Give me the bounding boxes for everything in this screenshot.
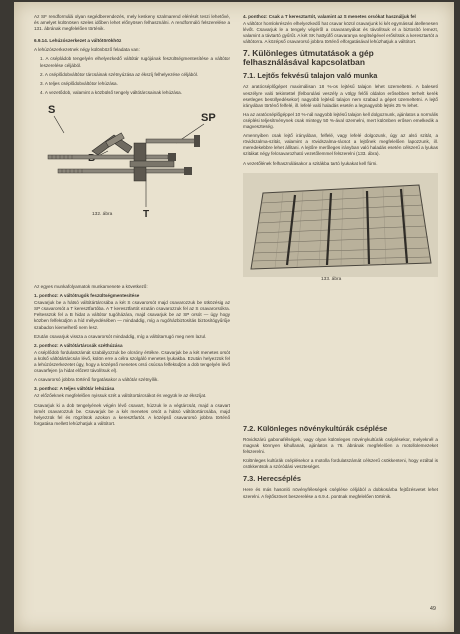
step-1-text-2: Ezután csavarjuk vissza a csavarorsót mindaddig, míg a váltótarrugó meg nem lazul. [34, 333, 207, 339]
slope-paragraph-1: Az aratócséplőgépet maximálisan 18 %-os lejtésű talajon lehet üzemeltetni. A balesetí veszélyre való tekintettel (felborulási veszély a völgy felőli oldalon erősebben terhelt kerék esetleges besüllyedésekor) nagyobb lejtésű talajon nem szabad a gépet üzemeltetni. A lejtő irányában történő felfelé, ill. lefelé való haladás esetén a legnagyobb lejtés 25 % lehet. [243, 84, 438, 108]
right-column-bottom [243, 420, 438, 503]
left-column-bottom [34, 284, 230, 430]
figure-132-caption: 132. ábra [92, 211, 113, 217]
chapter-7-heading: 7. Különleges útmutatások a gép felhasználásával kapcsolatban [243, 48, 374, 68]
left-column-top [34, 14, 230, 221]
intro-paragraph: Az SF rendformálá olyan segédberendezés, mely keskeny szalmarend elérését teszi lehetővé, és amelyet különösen szeles időben lehet előnyösen felhasználni. A rendformáló felszerelése a 131. ábrának megfelelően történik. [34, 14, 230, 32]
list-item: 4. A vezetődob, valamint a közbülső tengely váltótárcsainak lehúzása. [40, 89, 182, 95]
step-3-text: Az előzőeknek megfelelően nyissuk szét a váltótortárcsákot és vegyük le az ékszíjat. [34, 393, 207, 399]
clover-paragraph: Here és más hasonló növényféleségek cséplése céljából a dobkosárba fejtőzésvetet lehet szerelni. A fejtőszövet beszerelése a 6.9.4. pontnak megfelelően történik. [243, 487, 438, 499]
list-item: 3. A teljes cséplődobváltótor lehúzása. [40, 80, 118, 86]
step-2-text-2: A csavarorsó jobbra történő forgatásakor a váltótár szétnyílik. [34, 377, 159, 383]
figure-133 [243, 173, 438, 283]
section-7-2-heading: 7.2. Különleges növénykultúrák cséplése [243, 424, 388, 433]
section-7-3-heading: 7.3. Herecséplés [243, 474, 301, 484]
label-sp: SP [201, 111, 216, 124]
process-intro: Az egyes munkafolyamatok munkamenete a következő: [34, 284, 148, 289]
step-1-text: Csavarjuk be a hátsó váltótártárcsába a két S csavarorsót majd csavarozzuk be ütközésig az SP csavarorsót a T keresztfartóba. A T keresztfartót ezután csavarozzuk fel az S csavarorsókra. Feltesszük fel a B hidat a váltótor tugóházára, majd csavarjuk be az SP orsót — úgy hogy közben felfeküdjön a híd mélyedésében — mindaddig, míg a rugóházbiztosítás biztosítógyűrűje szabadon kiemelhető nem lesz. [34, 300, 230, 330]
label-t: T [143, 208, 150, 220]
special-crops-paragraph-2: Különleges kultúrák cséplésekor a motolla fordulatszámát célszerű csökkenteni, hogy ezáltal is csökkentsük a szóródási veszteséget. [243, 458, 438, 470]
page-number: 49 [429, 606, 436, 612]
step-4-heading: 4. ponthoz: Csak a T keresztartót, valamint az S menetes orsókat használjuk fel [243, 14, 416, 19]
section-intro: A lehúzószerkezetnek négy különböző feladata van: [34, 47, 140, 53]
section-heading-6-9-14: 6.9.14. Lehúzószerkezet a váltótörökhöz [34, 38, 122, 44]
slope-paragraph-2: Ha az aratócséplőgéppel 10 %-nál nagyobb lejtésű talajon kell dolgoznunk, ajánlatos a normális cséplési teljesítménynek csak mintegy 50 %-ával üzemelni, mert különben erősen emelkedik a magveszteség. [243, 111, 438, 130]
step-2-text: A cséplődob fordulatszámát szabályozzuk be olcsóny értékre. Csavarjuk be a két menetes orsót a külső váltótártárcsán lévő, külön erre a célra szolgáló menetes lyukakba. Ezután helyezzük fel a lehúzószerkezetet úgy, hogy a középső menetes orsó csúcsa felfeküdjön a dob tengelyén lévő csavarfejen (a hidat előzetr távolítsuk el). [34, 349, 230, 374]
special-crops-paragraph-1: Rövidszárú gabonafélségek, vagy olyan különleges növénykultúrák cséplésekor, melyeknél a magvak könnyen kihullanak, ajánlatos a 76. ábrának megfelelően a motollolemezeket felszerelni. [243, 437, 438, 455]
puller-diagram [34, 99, 230, 221]
sieve-photo [243, 173, 438, 277]
step-1-heading: 1. ponthoz: A váltótrugók feszültségmentesítése [34, 293, 140, 299]
list-item: 1. A csépládob tengelyén elhelyezkedő váltótár rugójának feszültségmentesítése a váltótor leszerelése céljából. [40, 56, 230, 68]
slope-paragraph-4: A vezetőlének felhasználásakor a szitákba tartó lyukakat kell fúrni. [243, 160, 378, 166]
step-3-heading: 3. ponthoz: A teljes váltótár lehúzása [34, 386, 115, 392]
step-3-text-2: Csavarjuk ki a dob tengelyének végén lévő csavart, húzzuk le a végtárcsát, majd a csavart ismét csavarozzuk be. Csavarjuk be a két menetes orsót a hátsó váltótortárcsába, majd helyezzük fel és rögzítsük azokon a keresztfartót. A középső csavarorsó jobbra történő forgatása mellett lehúzhatjuk a váltótort. [34, 402, 230, 426]
slope-paragraph-3: Amennyiben csak lejtő irányában, felfelé, vagy lefelé dolgozunk, úgy az alsó szitát, a rövidszalma-szitát, valamint a rövidszalma-rácsot a lejtőnek megfelelően lapozzunk, ill. meredekebbre lehet állítani. A lejtőre merőleges irányban való haladás esetén célszerű a lyukas szitákat négy felcsavarozható vezetőlemmel felszerelni (133. ábra). [243, 133, 438, 157]
book-page [14, 2, 454, 632]
step-2-heading: 2. ponthoz: A váltótártárcsák széthúzása [34, 342, 123, 348]
figure-132 [34, 99, 230, 221]
section-7-1-heading: 7.1. Lejtős fekvésű talajon való munka [243, 71, 378, 81]
label-s: S [48, 103, 56, 116]
figure-133-caption: 133. ábra [321, 276, 342, 282]
step-4-text: A váltótor homlokrészén elhelyezkedő hat csavar közül csavarjunk ki két egymással átellenesen lévőt. Csavarjuk le a tengely végéről a csavaranyákat és távolítsuk el a biztosító lemezt, valamint a távtartó gyűrűt. A két SK hattyúfő csavaranya segítségével erősítsük a keresztartót a váltótorra. A középső csavarorsó jobbra történő elforgatásával lehúzhatjuk a váltótort. [243, 21, 438, 45]
right-column-top [243, 14, 438, 283]
list-item: 2. A cséplődobváltótor tárcsáinak szétnyúzása az ékszíj felhelyezése céljából. [40, 71, 199, 77]
